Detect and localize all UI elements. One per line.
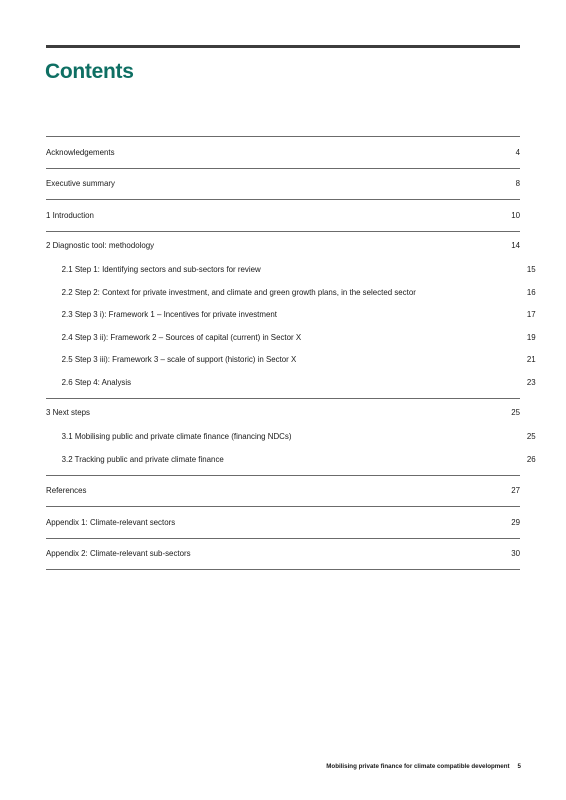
toc-section <box>46 476 520 508</box>
toc-entry-page: 14 <box>511 239 521 250</box>
toc-subentry-label: 2.1 Step 1: Identifying sectors and sub-sectors for review <box>61 264 261 275</box>
toc-section <box>46 169 520 201</box>
toc-subentry-label: 3.1 Mobilising public and private climate finance (financing NDCs) <box>61 431 292 442</box>
toc-entry-page: 8 <box>515 178 521 189</box>
toc-section <box>46 137 520 169</box>
toc-entry[interactable] <box>46 137 520 168</box>
toc-entry-page: 29 <box>511 516 521 527</box>
toc-subentry[interactable] <box>46 326 536 349</box>
toc-entry[interactable] <box>46 507 520 538</box>
toc-entry[interactable] <box>46 169 520 200</box>
toc-subentry[interactable] <box>46 448 536 471</box>
toc-entry-label: 3 Next steps <box>46 406 90 417</box>
toc-subsection-list <box>46 259 536 398</box>
toc-entry-page: 27 <box>511 485 521 496</box>
toc-entry-label: Appendix 1: Climate-relevant sectors <box>46 516 176 527</box>
toc-subentry[interactable] <box>46 281 536 304</box>
toc-subentry-label: 2.5 Step 3 iii): Framework 3 – scale of support (historic) in Sector X <box>61 354 297 365</box>
page-footer <box>326 763 521 770</box>
toc-subentry[interactable] <box>46 426 536 449</box>
toc-subentry-page: 25 <box>526 431 536 442</box>
toc-entry-page: 10 <box>511 209 521 220</box>
toc-entry-label: 1 Introduction <box>46 209 94 220</box>
toc-entry-page: 30 <box>511 548 521 559</box>
toc-entry-label: Acknowledgements <box>46 146 115 157</box>
toc-subentry-page: 19 <box>526 331 536 342</box>
toc-section <box>46 539 520 571</box>
toc-subsection-list <box>46 426 536 475</box>
toc-entry[interactable] <box>46 399 520 426</box>
toc-subentry-label: 2.2 Step 2: Context for private investment, and climate and green growth plans, in the selected sector <box>61 286 416 297</box>
toc-subentry[interactable] <box>46 304 536 327</box>
toc-entry-label: 2 Diagnostic tool: methodology <box>46 239 155 250</box>
toc-subentry-label: 2.3 Step 3 i): Framework 1 – Incentives for private investment <box>61 309 277 320</box>
toc-section <box>46 200 520 232</box>
toc-section <box>46 507 520 539</box>
toc-entry[interactable] <box>46 232 520 259</box>
toc-entry[interactable] <box>46 476 520 507</box>
toc-subentry-label: 3.2 Tracking public and private climate finance <box>61 453 224 464</box>
toc-subentry[interactable] <box>46 259 536 282</box>
footer-publication-title: Mobilising private finance for climate compatible development <box>326 763 510 770</box>
toc-entry-label: References <box>46 485 87 496</box>
page-title: Contents <box>45 60 134 83</box>
toc-entry[interactable] <box>46 539 520 570</box>
toc-entry-label: Appendix 2: Climate-relevant sub-sectors <box>46 548 191 559</box>
toc-subentry-page: 16 <box>526 286 536 297</box>
toc-subentry-page: 17 <box>526 309 536 320</box>
top-rule <box>46 45 520 48</box>
toc-subentry-page: 21 <box>526 354 536 365</box>
toc-subentry-page: 15 <box>526 264 536 275</box>
toc-entry-page: 25 <box>511 406 521 417</box>
toc-subentry-label: 2.6 Step 4: Analysis <box>61 376 132 387</box>
toc-subentry[interactable] <box>46 349 536 372</box>
toc-subentry-page: 26 <box>526 453 536 464</box>
toc-entry-page: 4 <box>515 146 521 157</box>
toc-entry-label: Executive summary <box>46 178 115 189</box>
table-of-contents <box>46 136 536 570</box>
toc-entry[interactable] <box>46 200 520 231</box>
toc-section <box>46 232 536 399</box>
footer-page-number: 5 <box>517 763 521 770</box>
toc-section <box>46 399 536 476</box>
toc-subentry-label: 2.4 Step 3 ii): Framework 2 – Sources of capital (current) in Sector X <box>61 331 302 342</box>
toc-subentry-page: 23 <box>526 376 536 387</box>
toc-subentry[interactable] <box>46 371 536 394</box>
